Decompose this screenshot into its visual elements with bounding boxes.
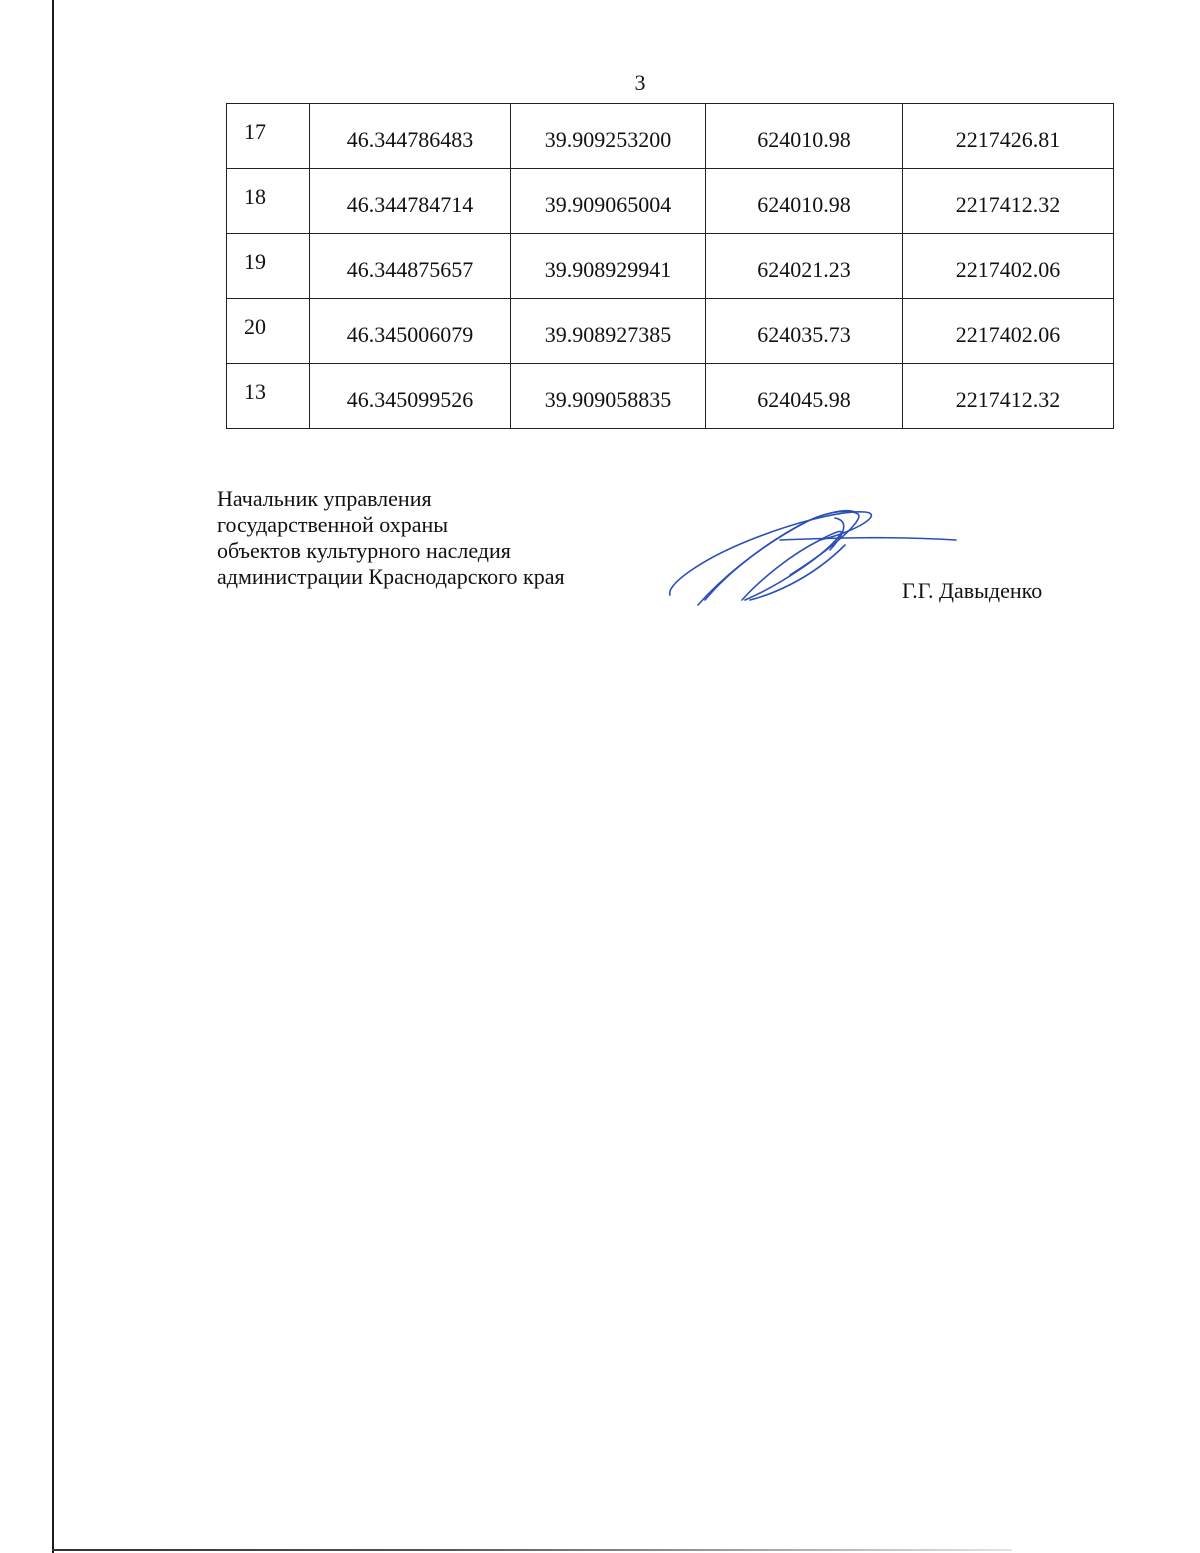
y-coordinate-cell: 2217426.81 <box>903 104 1114 169</box>
point-number-cell: 17 <box>227 104 310 169</box>
point-number-cell: 20 <box>227 299 310 364</box>
latitude-cell: 46.344875657 <box>310 234 511 299</box>
signature-stroke <box>780 538 956 540</box>
scan-edge-bottom <box>52 1549 1012 1551</box>
scan-edge-left <box>52 0 54 1553</box>
latitude-cell: 46.344784714 <box>310 169 511 234</box>
signatory-title-line: государственной охраны <box>217 512 449 537</box>
table-row <box>227 169 1114 234</box>
latitude-cell: 46.344786483 <box>310 104 511 169</box>
x-coordinate-cell: 624010.98 <box>706 104 903 169</box>
longitude-cell: 39.908927385 <box>511 299 706 364</box>
signatory-title-line: объектов культурного наследия <box>217 538 511 563</box>
table-row <box>227 104 1114 169</box>
latitude-cell: 46.345099526 <box>310 364 511 429</box>
page-number: 3 <box>634 70 646 95</box>
longitude-cell: 39.909065004 <box>511 169 706 234</box>
table-row <box>227 364 1114 429</box>
latitude-cell: 46.345006079 <box>310 299 511 364</box>
x-coordinate-cell: 624045.98 <box>706 364 903 429</box>
signature-stroke <box>742 531 841 600</box>
y-coordinate-cell: 2217402.06 <box>903 234 1114 299</box>
signature-stroke <box>705 511 859 600</box>
coordinates-table <box>226 103 1114 429</box>
signature-stroke <box>670 512 872 595</box>
table-row <box>227 234 1114 299</box>
point-number-cell: 13 <box>227 364 310 429</box>
x-coordinate-cell: 624010.98 <box>706 169 903 234</box>
x-coordinate-cell: 624035.73 <box>706 299 903 364</box>
table-row <box>227 299 1114 364</box>
signatory-title <box>217 486 565 590</box>
point-number-cell: 18 <box>227 169 310 234</box>
signatory-title-line: Начальник управления <box>217 486 432 511</box>
longitude-cell: 39.909058835 <box>511 364 706 429</box>
y-coordinate-cell: 2217412.32 <box>903 169 1114 234</box>
y-coordinate-cell: 2217402.06 <box>903 299 1114 364</box>
signatory-name: Г.Г. Давыденко <box>902 578 1043 603</box>
longitude-cell: 39.909253200 <box>511 104 706 169</box>
y-coordinate-cell: 2217412.32 <box>903 364 1114 429</box>
x-coordinate-cell: 624021.23 <box>706 234 903 299</box>
signatory-title-line: администрации Краснодарского края <box>217 564 565 589</box>
point-number-cell: 19 <box>227 234 310 299</box>
longitude-cell: 39.908929941 <box>511 234 706 299</box>
